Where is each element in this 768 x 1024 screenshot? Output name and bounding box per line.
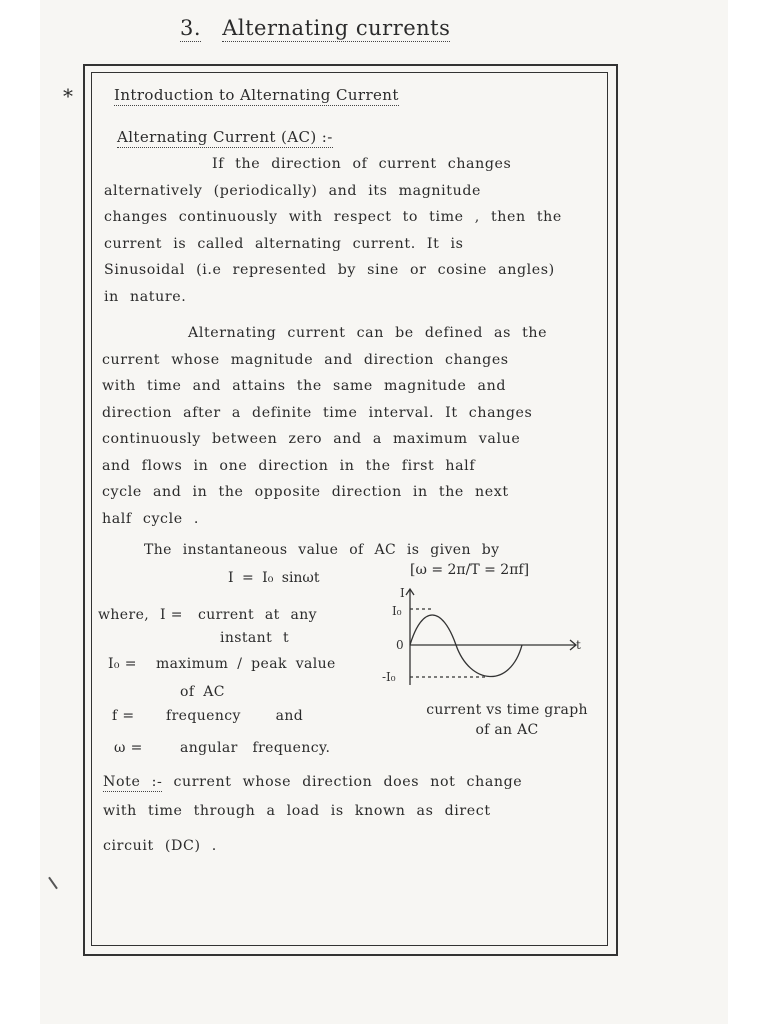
neg-peak-label: -I₀ — [382, 670, 396, 684]
paragraph-description — [102, 320, 596, 532]
formula-main: I = I₀ sinωt — [228, 570, 320, 586]
note-line-1: current whose direction does not change — [173, 774, 523, 790]
graph-caption — [414, 702, 600, 738]
sine-curve — [410, 615, 522, 677]
text-line: If the direction of current changes — [212, 156, 512, 172]
chapter-title: Alternating currents — [222, 16, 451, 40]
graph-caption-line1: current vs time graph — [426, 702, 588, 718]
note-line-3: circuit (DC) . — [103, 838, 217, 854]
def-w-symbol: ω = — [114, 740, 143, 756]
graph-caption-line2: of an AC — [475, 722, 539, 738]
ac-graph — [370, 585, 590, 695]
text-line: continuously between zero and a maximum value — [102, 431, 521, 447]
def-w-text: angular frequency. — [180, 740, 331, 756]
subsection-heading: Alternating Current (AC) :- — [117, 128, 333, 146]
text-line: current whose magnitude and direction changes — [102, 351, 509, 368]
y-axis-label: I — [400, 586, 405, 600]
where-label: where, — [98, 607, 150, 623]
def-i-text: current at any — [198, 607, 317, 623]
text-line: Alternating current can be defined as the — [188, 325, 548, 341]
def-i0-symbol: I₀ = — [108, 656, 137, 672]
paragraph-definition — [104, 151, 596, 310]
text-line: in nature. — [104, 288, 187, 305]
text-line: Sinusoidal (i.e represented by sine or cosine angles) — [104, 262, 555, 278]
text-line: direction after a definite time interval. It changes — [102, 404, 533, 421]
def-i0-text-2: of AC — [180, 684, 225, 700]
def-i-symbol: I = — [160, 607, 183, 623]
def-f-text: frequency and — [166, 708, 304, 724]
chapter-number: 3. — [180, 16, 202, 40]
formula-omega: [ω = 2π/T = 2πf] — [410, 562, 530, 578]
def-f-symbol: f = — [112, 708, 135, 724]
instantaneous-text: The instantaneous value of AC is given by — [144, 542, 500, 558]
text-line: and flows in one direction in the first half — [102, 457, 476, 474]
text-line: half cycle . — [102, 510, 199, 527]
page-title — [180, 16, 450, 40]
text-line: current is called alternating current. It is — [104, 235, 464, 252]
x-axis-label: t — [576, 638, 581, 652]
text-line: with time and attains the same magnitude and — [102, 378, 507, 394]
text-line: cycle and in the opposite direction in the next — [102, 484, 509, 500]
note-line-2: with time through a load is known as direct — [103, 803, 491, 819]
origin-label: 0 — [396, 638, 404, 652]
def-i0-text: maximum / peak value — [156, 656, 336, 672]
note-block — [103, 768, 595, 861]
def-i-text-2: instant t — [220, 630, 289, 646]
star-marker: * — [63, 84, 73, 108]
peak-label: I₀ — [392, 604, 402, 618]
section-heading: Introduction to Alternating Current — [114, 86, 399, 104]
text-line: alternatively (periodically) and its magnitude — [104, 182, 482, 199]
note-label: Note :- — [103, 774, 163, 790]
text-line: changes continuously with respect to time , then the — [104, 209, 562, 225]
